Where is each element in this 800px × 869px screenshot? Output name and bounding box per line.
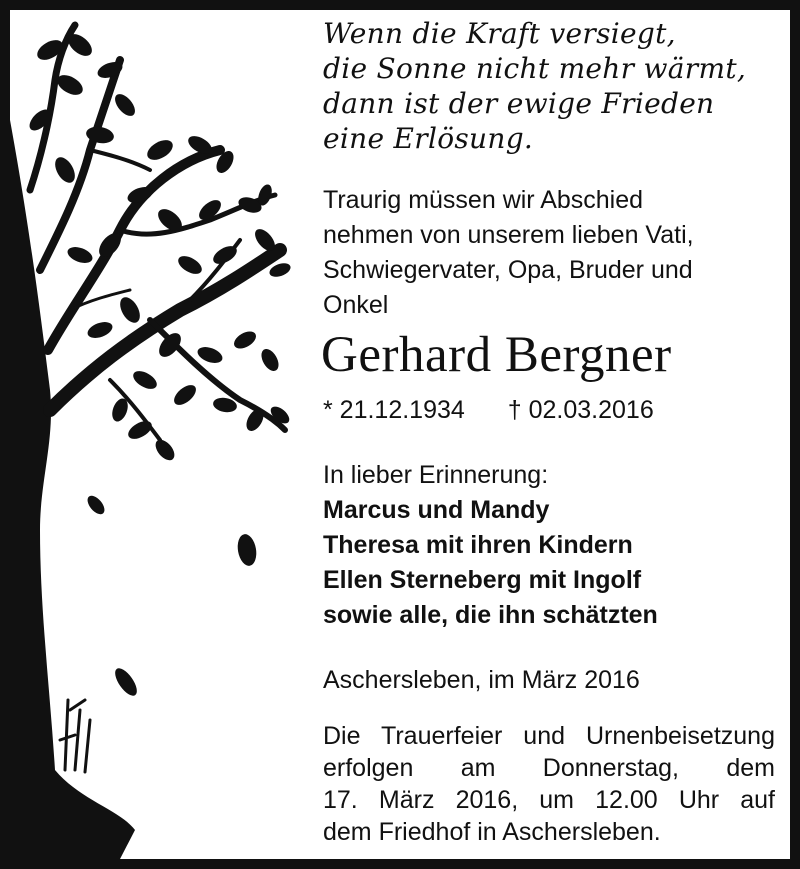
mourners-list [323, 493, 775, 633]
memory-label: In lieber Erinnerung: [323, 461, 549, 489]
ceremony-line: Die Trauerfeier und Urnenbeisetzung [323, 722, 775, 750]
place-date: Aschersleben, im März 2016 [323, 666, 640, 694]
poem-line: die Sonne nicht mehr wärmt, [323, 52, 747, 85]
falling-leaf-icon [84, 493, 107, 518]
ceremony-line: erfolgen am Donnerstag, dem [323, 754, 775, 782]
intro-line: nehmen von unserem lieben Vati, [323, 221, 694, 249]
falling-leaf-icon [111, 665, 141, 699]
poem-line: Wenn die Kraft versiegt, [323, 17, 676, 50]
falling-leaf-icon [235, 533, 258, 568]
ceremony-info [323, 720, 775, 848]
mourner-entry: Theresa mit ihren Kindern [323, 531, 633, 559]
poem [323, 16, 775, 156]
life-dates [323, 393, 775, 428]
ceremony-line: 17. März 2016, um 12.00 Uhr auf [323, 786, 775, 814]
notice-text [323, 16, 775, 848]
mourner-entry: Marcus und Mandy [323, 496, 550, 524]
mourner-entry: sowie alle, die ihn schätzten [323, 601, 658, 629]
poem-line: dann ist der ewige Frieden [323, 87, 715, 120]
intro-line: Traurig müssen wir Abschied [323, 186, 644, 214]
mourner-entry: Ellen Sterneberg mit Ingolf [323, 566, 642, 594]
intro-line: Schwiegervater, Opa, Bruder und [323, 256, 693, 284]
ceremony-line: dem Friedhof in Aschersleben. [323, 818, 661, 846]
poem-line: eine Erlösung. [323, 122, 534, 155]
intro-text [323, 183, 775, 323]
memory-section [323, 458, 775, 633]
death-date: † 02.03.2016 [507, 396, 654, 424]
birth-date: * 21.12.1934 [323, 396, 465, 424]
tree-silhouette-icon [10, 10, 310, 859]
intro-line: Onkel [323, 291, 389, 319]
deceased-name: Gerhard Bergner [321, 327, 672, 383]
